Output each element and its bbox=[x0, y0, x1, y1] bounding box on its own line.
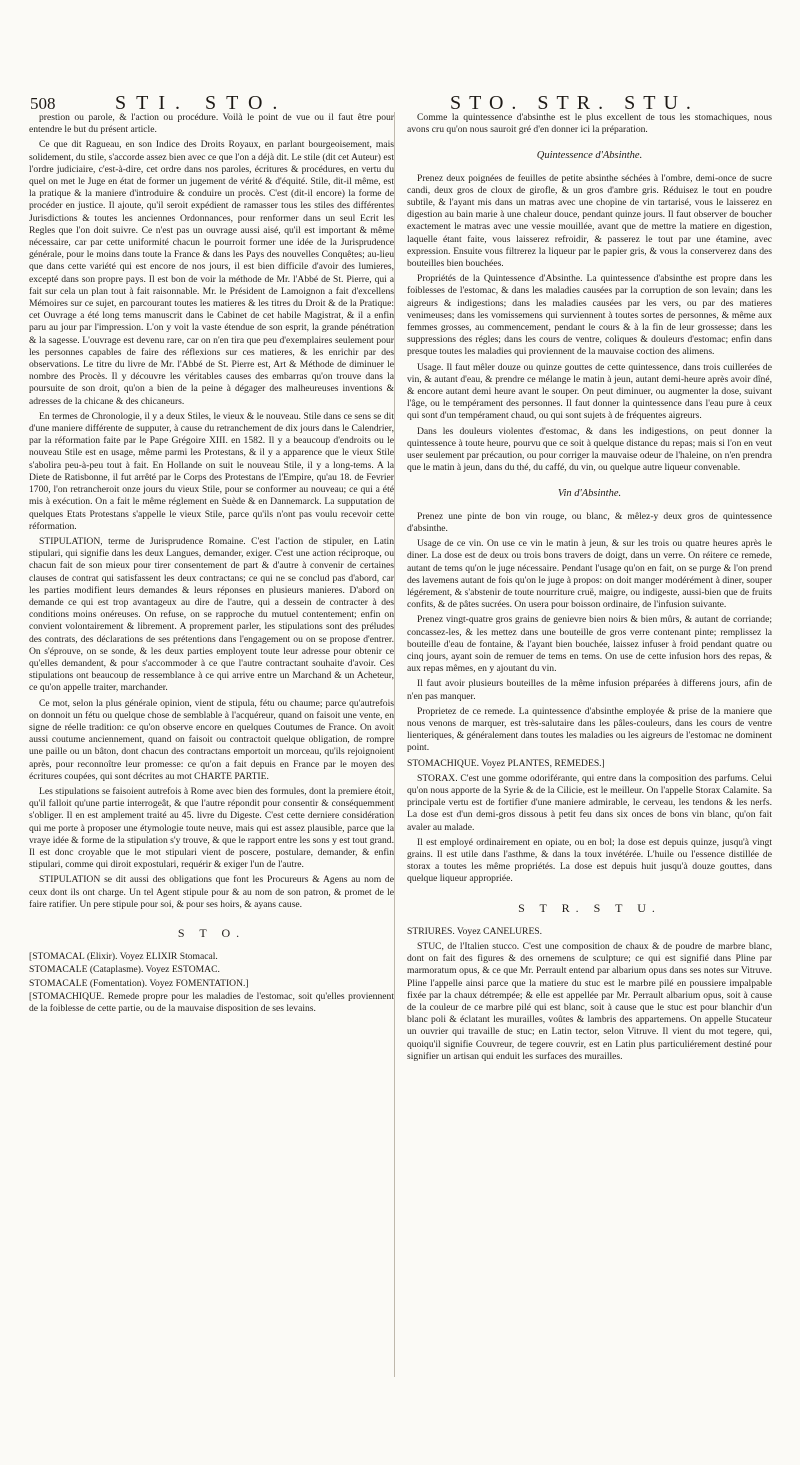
paragraph: Les stipulations se faisoient autrefois à Rome avec bien des formules, dont la premiere étoit, qu'il falloit qu'une partie interrogeât, & que l'autre répondit pour consentir & conséquemment s'obliger. Il en est amplement traité au 45. livre du Digeste. C'est cette derniere considération qui me porte à proposer une étymologie toute neuve, mais qui est assez plausible, parce que la vraye idée & forme de la stipulation s'y trouve, & que le rapport entre les sons y est tout grand. Il est donc croyable que le mot stipulari vient de poscere, postulare, demander, & enfin stipulari, comme qui diroit expostulari, requérir & exiger l'un de l'autre. bbox=[29, 785, 394, 871]
paragraph: Prenez vingt-quatre gros grains de genievre bien noirs & bien mûrs, & autant de corriande; concassez-les, & les mettez dans une bouteille de gros verre contenant pinte; remplissez la bouteille d'eau de fontaine, & l'ayant bien bouchée, laissez infuser à froid pendant quatre ou cinq jours, ayant soin de remuer de tems en tems. On use de cette infusion hors des repas, & aux repas mêmes, en y ajoutant du vin. bbox=[407, 614, 772, 675]
paragraph: Usage. Il faut mêler douze ou quinze gouttes de cette quintessence, dans trois cuillerées de vin, & autant d'eau, & prendre ce mélange le matin à jeun, autant demi-heure après avoir dîné, & encore autant demi heure avant le souper. On peut diminuer, ou augmenter la dose, suivant l'âge, ou le tempérament des personnes. Il faut donner la quintessence dans l'eau pure à ceux qui sont d'un tempérament chaud, ou qui sont sujets à de fréquentes aigreurs. bbox=[407, 361, 772, 422]
page-number: 508 bbox=[30, 94, 56, 113]
running-head-right: STO. STR. STU. bbox=[450, 92, 699, 114]
subheading-vin: Vin d'Absinthe. bbox=[557, 488, 622, 500]
right-column bbox=[407, 112, 772, 1066]
paragraph: En termes de Chronologie, il y a deux Stiles, le vieux & le nouveau. Stile dans ce sens se dit d'une maniere différente de supputer, à cause du retranchement de dix jours dans le Calendrier, par la réformation faite par le Pape Grégoire XIII. en 1582. Il y a beaucoup d'endroits ou le nouveau Stile est en usage, même parmi les Protestans, & il y a apparence que le vieux Stile s'abolira peu-à-peu tout à fait. En Hollande on suit le nouveau Stile, il y a long-tems. A la Diete de Ratisbonne, il fut arrêté par le Corps des Protestans de l'Empire, qu'au 18. de Fevrier 1700, l'on retrancheroit onze jours du vieux Stile, pour se conformer au nouveau; ce qui a été mis à exécution. On a fait le même réglement en Suède & en Dannemarck. La supputation de quelques Etats Protestans s'appelle le vieux Stile, parce qu'ils n'ont pas voulu recevoir cette réformation. bbox=[29, 410, 394, 532]
entry-stomacale-fomentation: STOMACALE (Fomentation). Voyez FOMENTATION.] bbox=[29, 977, 249, 989]
paragraph: STIPULATION, terme de Jurisprudence Romaine. C'est l'action de stipuler, en Latin stipulari, qui signifie dans les deux Langues, demander, exiger. C'est une action réciproque, ou chacun fait de son mieux pour tirer consentement de part & d'autre à convenir de certaines clauses de contrat qui satisfassent les deux contractans; ce qui ne se conclud pas d'abord, car les parties modifient leurs demandes & leurs réponses en plusieurs manieres. D'abord on demande ce qui est trop avantageux au dire de l'autre, qui a dessein de contracter à des conditions moins onéreuses. On refuse, on se rapproche du mutuel contentement; enfin on convient volontairement & librement. A proprement parler, les stipulations sont des préludes des contrats, des déclarations de ses prétentions dans l'engagement ou on se propose d'entrer. On s'éprouve, on se sonde, & les deux parties employent toute leur adresse pour obtenir ce qu'elles demandent, & pour s'accommoder à ce que l'autre contractant souhaite d'avoir. Ces stipulations ont beaucoup de ressemblance à ce qui arrive entre un Marchand & un Acheteur, ce qu'on appelle traiter, marchander. bbox=[29, 535, 394, 694]
paragraph: Prenez une pinte de bon vin rouge, ou blanc, & mêlez-y deux gros de quintessence d'absinthe. bbox=[407, 510, 772, 534]
entry-storax: STORAX. C'est une gomme odoriférante, qui entre dans la composition des parfums. Celui qu'on nous apporte de la Syrie & de la Cilicie, est le meilleur. On l'appelle Storax Calamite. Sa principale vertu est de fortifier d'une maniere admirable, le cerveau, les tendons & les nerfs. La dose est d'un demi-gros dissous à petit feu dans six onces de bons vin blanc, qu'on fait avaler au malade. bbox=[407, 772, 772, 833]
subheading-quintessence: Quintessence d'Absinthe. bbox=[536, 150, 643, 162]
column-divider bbox=[394, 112, 395, 1377]
entry-striures: STRIURES. Voyez CANELURES. bbox=[407, 925, 543, 937]
paragraph: Il faut avoir plusieurs bouteilles de la même infusion préparées à differens jours, afin de n'en pas manquer. bbox=[407, 678, 772, 702]
paragraph: Ce que dit Ragueau, en son Indice des Droits Royaux, en parlant bourgeoisement, mais solidement, du stile, s'accorde assez bien avec ce que l'on a déjà dit. Le stile (dit cet Auteur) est l'ordre judiciaire, c'est-à-dire, cet ordre dans nos paroles, écritures & procédures, en vertu du quel on met le Juge en état de former un jugement de vérité & d'équité. Stile, dit-il même, est la pratique & la maniere d'introduire & conduire un procès. C'est (dit-il encore) la forme de procéder en justice. Il ajoute, qu'il seroit expédient de ramasser tous les stiles des différentes Jurisdictions & toutes les anciennes Ordonnances, pour renformer dans un seul Ecrit les Regles que l'on doit suivre. Ce n'est pas un ouvrage aussi aisé, qu'il est important & même nécessaire, car par cette uniformité chacun le pourroit former une idée de la Jurisprudence générale, pour le moins dans toute la France & dans les Pays des nouvelles Conquêtes; au-lieu que dans cette variété qui est encore de nos jours, il est bien difficile d'avoir des lumieres, excepté dans son propre pays. Il est bon de voir la méthode de Mr. l'Abbé de St. Pierre, qui a fait sur cela un plan tout à fait raisonnable. Mr. le Président de Lamoignon a fait d'excellens Mémoires sur ce sujet, en parcourant toutes les matieres & les titres du Droit & de la Pratique: cet Ouvrage a été long tems manuscrit dans le Cabinet de cet habile Magistrat, & il a enfin paru au jour par l'impression. L'on y voit la vaste étendue de son esprit, la grande pénétration & la sagesse. L'ouvrage est devenu rare, car on n'en tira que peu d'exemplaires seulement pour les personnes capables de faire des réflexions sur ces matieres, & les enrichir par des observations. Le titre du livre de Mr. l'Abbé de St. Pierre est, Art & Méthode de diminuer le nombre des Procès. Il y découvre les véritables causes des embarras qu'on trouve dans la poursuite de son droit, qu'on a bien de la peine à dégager des malheureuses inventions & adresses de la chicane & des chicaneurs. bbox=[29, 139, 394, 407]
entry-stuc: STUC, de l'Italien stucco. C'est une composition de chaux & de poudre de marbre blanc, dont on fait des figures & des ornemens de sculpture; ce qui est signifié dans Pline par marmoratum opus, & ce que Mr. Perrault entend par albarium opus dans ses notes sur Vitruve. Pline l'appelle ainsi parce que la matiere du stuc est le marbre pilé en poussiere impalpable fixée par la chaux détrempée; & elle est appellée par Mr. Perrault albarium opus, soit à cause de la couleur de ce marbre pilé qui est blanc, soit à cause que le stuc est pour blanchir d'un blanc poli & éclatant les murailles, voûtes & lambris des appartemens. On appelle Stucateur un ouvrier qui travaille de stuc; en Latin tector, selon Vitruve. Il vient du mot tegere, qui, quoiqu'il signifie Couvreur, de tegere couvrir, est en Latin plus particuliérement destiné pour signifier un artisan qui enduit les surfaces des murailles. bbox=[407, 940, 772, 1062]
paragraph: Comme la quintessence d'absinthe est le plus excellent de tous les stomachiques, nous avons cru qu'on nous sauroit gré d'en donner ici la préparation. bbox=[407, 112, 772, 136]
entry-stomachique-voyez: STOMACHIQUE. Voyez PLANTES, REMEDES.] bbox=[407, 757, 605, 769]
running-head-left: STI. STO. bbox=[115, 92, 288, 114]
paragraph: Proprietez de ce remede. La quintessence d'absinthe employée & prise de la maniere que nous venons de marquer, est très-salutaire dans les pâles-couleurs, dans les cours de ventre lienteriques, & généralement dans toutes les maladies ou les aigreurs de l'estomac ne dominent point. bbox=[407, 705, 772, 754]
paragraph: STIPULATION se dit aussi des obligations que font les Procureurs & Agens au nom de ceux dont ils ont charge. Un tel Agent stipule pour & au nom de son patron, & promet de le faire ratifier. Un pere stipule pour soi, & pour ses hoirs, & ayans cause. bbox=[29, 874, 394, 910]
paragraph: Usage de ce vin. On use ce vin le matin à jeun, & sur les trois ou quatre heures après le diner. La dose est de deux ou trois bons travers de doigt, dans un verre. On réitere ce remede, autant de tems qu'on le juge nécessaire. Pendant l'usage qu'on en fait, on se purge & l'on prend des lavemens autant de fois qu'on le juge à propos: on doit manger modérément à diner, souper légérement, & s'abstenir de toute nourriture cruë, maigre, ou indigeste, aussi-bien que de fruits confits, & de pâtes sucrées. On usera pour boisson ordinaire, de l'infusion suivante. bbox=[407, 538, 772, 611]
paragraph: Il est employé ordinairement en opiate, ou en bol; la dose est depuis quinze, jusqu'à vingt grains. Il est utile dans l'asthme, & dans la toux invétérée. L'huile ou l'essence distillée de storax a toutes les même propriétés. La dose est depuis huit jusqu'à douze gouttes, dans quelque liqueur appropriée. bbox=[407, 836, 772, 885]
entry-stomacal: [STOMACAL (Elixir). Voyez ELIXIR Stomacal. bbox=[29, 951, 218, 963]
paragraph: prestion ou parole, & l'action ou procédure. Voilà le point de vue ou il faut être pour entendre le but du présent article. bbox=[29, 112, 394, 136]
left-column bbox=[29, 112, 394, 1018]
section-heading: S T R. S T U. bbox=[518, 900, 661, 915]
paragraph: Ce mot, selon la plus générale opinion, vient de stipula, fétu ou chaume; parce qu'autrefois on donnoit un fétu ou quelque chose de semblable à l'acquéreur, quand on faisoit une vente, en signe de réelle tradition: ce qu'on observe encore en quelques Coutumes de France. On avoit aussi coutume anciennement, quand on faisoit ou contractoit quelque obligation, de rompre une paille ou un bâton, dont chacun des contractans emportoit un morceau, qu'ils rejoignoient après, pour reconnoître leur promesse: ce qu'on a fait depuis en France par le moyen des écritures coupées, qui sont décrites au mot CHARTE PARTIE. bbox=[29, 697, 394, 782]
entry-stomachique: [STOMACHIQUE. Remede propre pour les maladies de l'estomac, soit qu'elles proviennent de la foiblesse de cette partie, ou de la mauvaise disposition de ses levains. bbox=[29, 990, 394, 1015]
paragraph: Propriétés de la Quintessence d'Absinthe. La quintessence d'absinthe est propre dans les foiblesses de l'estomac, & dans les maladies causées par la corruption de son levain; dans les aigreurs & indigestions; dans les maladies causées par les vers, ou par des matieres venimeuses; dans les vomissemens qui surviennent à toutes sortes de personnes, & même aux femmes grosses, au commencement, pendant le cours & à la fin de leur grossesse; dans les suppressions des régles; dans les cours de ventre, coliques & douleurs d'estomac; enfin dans presque toutes les maladies qui proviennent de la mauvaise coction des alimens. bbox=[407, 273, 772, 358]
paragraph: Dans les douleurs violentes d'estomac, & dans les indigestions, on peut donner la quintessence à toute heure, pourvu que ce soit à quelque distance du repas; mais si l'on en veut user seulement par précaution, ou pour corriger la mauvaise odeur de l'haleine, on n'en prendra que le matin à jeun, dans du thé, du caffé, du vin, ou quelque autre liqueur convenable. bbox=[407, 425, 772, 474]
section-heading: S T O. bbox=[177, 926, 246, 940]
paragraph: Prenez deux poignées de feuilles de petite absinthe séchées à l'ombre, demi-once de sucre candi, deux gros de cloux de girofle, & un gros d'ambre gris. Réduisez le tout en poudre subtile, & l'ayant mis dans un matras avec une chopine de vin tartarisé, vous le laisserez en digestion au bain marie à une chaleur douce, pendant quinze jours. Il faut observer de boucher exactement le matras avec une vessie mouillée, avant que de mettre la matiere en digestion, laquelle étant faite, vous laisserez refroidir, & passerez le tout par une étamine, avec expression. Ensuite vous filtrerez la liqueur par le papier gris, & vous la conserverez dans des bouteilles bien bouchées. bbox=[407, 172, 772, 270]
entry-stomacale-cataplasme: STOMACALE (Cataplasme). Voyez ESTOMAC. bbox=[29, 964, 220, 976]
